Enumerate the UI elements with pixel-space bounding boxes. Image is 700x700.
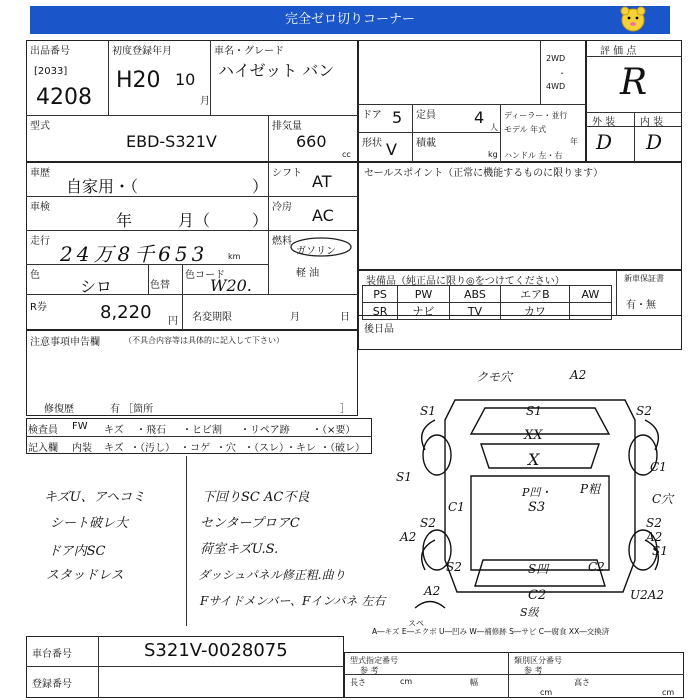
shape-label: 形状 [362, 138, 382, 149]
inspector-fw: FW [72, 421, 88, 432]
car-name-value: ハイゼット バン [218, 61, 335, 80]
chassis-value: S321V-0028075 [144, 640, 288, 661]
fuel-diesel: 軽 油 [296, 268, 320, 279]
chassis-label: 車台番号 [32, 649, 72, 660]
inspector-label: 検査員 [28, 425, 58, 436]
ac-value: AC [312, 206, 334, 225]
history-label: 車歴 [30, 168, 50, 179]
grade-int-label: 内 装 [640, 117, 664, 128]
r-ticket-label: R券 [30, 302, 47, 313]
capacity-value: 4 [474, 108, 485, 127]
load-label: 積載 [416, 138, 436, 149]
remark-right-4: ダッシュパネル修正粗.曲り [198, 568, 346, 582]
bear-mascot-icon [618, 4, 648, 34]
doors-label: ドア [362, 110, 382, 121]
class-label: 類別区分番号 [514, 656, 562, 665]
lot-sub: [2033] [34, 66, 68, 77]
model-value: EBD-S321V [126, 132, 217, 151]
equip-tv: TV [449, 303, 500, 320]
history-value: 自家用・（ [66, 177, 139, 196]
repair-value: 有 ［箇所 [110, 404, 154, 415]
ac-label: 冷房 [272, 202, 292, 213]
model-label: 型式 [30, 121, 50, 132]
title-deadline-label: 名変期限 [192, 312, 232, 323]
color-code-value: W20. [210, 276, 252, 295]
car-name-label: 車名・グレード [214, 46, 284, 57]
inspector-entry-label: 記入欄 [28, 443, 58, 454]
notes-sub: （不具合内容等は具体的に記入して下さい） [124, 336, 284, 345]
shift-label: シフト [272, 168, 302, 179]
type-spec-label: 型式指定番号 [350, 656, 398, 665]
r-ticket-value: 8,220 [100, 302, 152, 323]
displacement-unit: cc [342, 150, 351, 159]
damage-legend: A―キズ E―エクボ U―凹み W―補修跡 S―サビ C―腐食 XX―交換済 [372, 627, 610, 636]
first-reg-month-unit: 月 [200, 96, 210, 107]
equipment-label: 装備品（純正品に限り◎をつけてください） [366, 276, 565, 287]
remark-right-1: 下回りSC AC不良 [202, 490, 310, 505]
grade-label: 評 価 点 [600, 46, 637, 57]
warranty-label: 新車保証書 [624, 274, 664, 283]
equip-airbag: エアB [501, 286, 570, 303]
remark-right-5: Fサイドメンバー、Fインパネ 左右 [200, 594, 386, 608]
first-reg-month: 10 [175, 70, 196, 89]
inspection-year: 年 [116, 211, 133, 230]
mileage-label: 走行 [30, 236, 50, 247]
equip-aw: AW [569, 286, 611, 303]
color-change-label: 色替 [150, 280, 170, 291]
remark-left-1: キズU、アヘコミ [44, 490, 146, 505]
equip-leather: カワ [501, 303, 570, 320]
load-unit: kg [488, 150, 498, 159]
color-code-label: 色コード [185, 270, 225, 281]
repair-label: 修復歴 [44, 404, 74, 415]
first-reg-label: 初度登録年月 [112, 46, 172, 57]
registration-label: 登録番号 [32, 679, 72, 690]
doors-value: 5 [392, 108, 403, 127]
remark-right-2: センタープロアC [200, 516, 300, 531]
remark-left-3: ドア内SC [48, 544, 106, 559]
grade-int-value: D [646, 130, 663, 154]
notes-label: 注意事項申告欄 [30, 337, 100, 348]
r-ticket-unit: 円 [168, 316, 178, 327]
first-reg-year: H20 [116, 68, 161, 93]
fuel-gasoline: ガソリン [296, 246, 336, 257]
dealer-label: ディーラー・並行 [504, 111, 568, 120]
drive-2wd: 2WD [546, 54, 566, 63]
remark-left-4: スタッドレス [46, 568, 124, 583]
page-banner: 完全ゼロ切りコーナー [30, 6, 670, 34]
capacity-unit: 人 [490, 123, 498, 132]
rear-seat-label: 後日品 [364, 324, 394, 335]
equip-sr: SR [363, 303, 398, 320]
displacement-label: 排気量 [272, 121, 302, 132]
mileage-value: 24万8千653 [60, 242, 209, 266]
inspection-month: 月（ [178, 211, 211, 230]
equip-abs: ABS [449, 286, 500, 303]
model-year-label: モデル 年式 [504, 125, 547, 134]
inspection-label: 車検 [30, 202, 50, 213]
color-value: シロ [80, 277, 113, 296]
lot-number: 4208 [36, 85, 92, 110]
inspector-interior: 内装 [72, 443, 92, 454]
equipment-table [362, 285, 612, 320]
shape-value: V [386, 140, 397, 159]
fuel-label: 燃料 [272, 236, 292, 247]
fuel-selected-circle [288, 236, 354, 258]
grade-value: R [620, 62, 648, 103]
model-year-unit: 年 [570, 137, 578, 146]
grade-ext-value: D [596, 130, 613, 154]
lot-label: 出品番号 [30, 46, 70, 57]
shift-value: AT [312, 172, 332, 191]
equip-navi: ナビ [398, 303, 450, 320]
sales-point-label: セールスポイント（正常に機能するものに限ります） [364, 168, 604, 179]
grade-ext-label: 外 装 [592, 117, 616, 128]
remark-left-2: シート破レ大 [50, 516, 129, 531]
remark-right-3: 荷室キズU.S. [200, 542, 279, 557]
drive-4wd: 4WD [546, 82, 566, 91]
warranty-value: 有・無 [626, 300, 656, 311]
equip-pw: PW [398, 286, 450, 303]
capacity-label: 定員 [416, 110, 436, 121]
handle-label: ハンドル 左・右 [504, 151, 563, 160]
color-label: 色 [30, 270, 40, 281]
displacement-value: 660 [296, 132, 327, 151]
equip-ps: PS [363, 286, 398, 303]
mileage-unit: km [228, 252, 241, 261]
